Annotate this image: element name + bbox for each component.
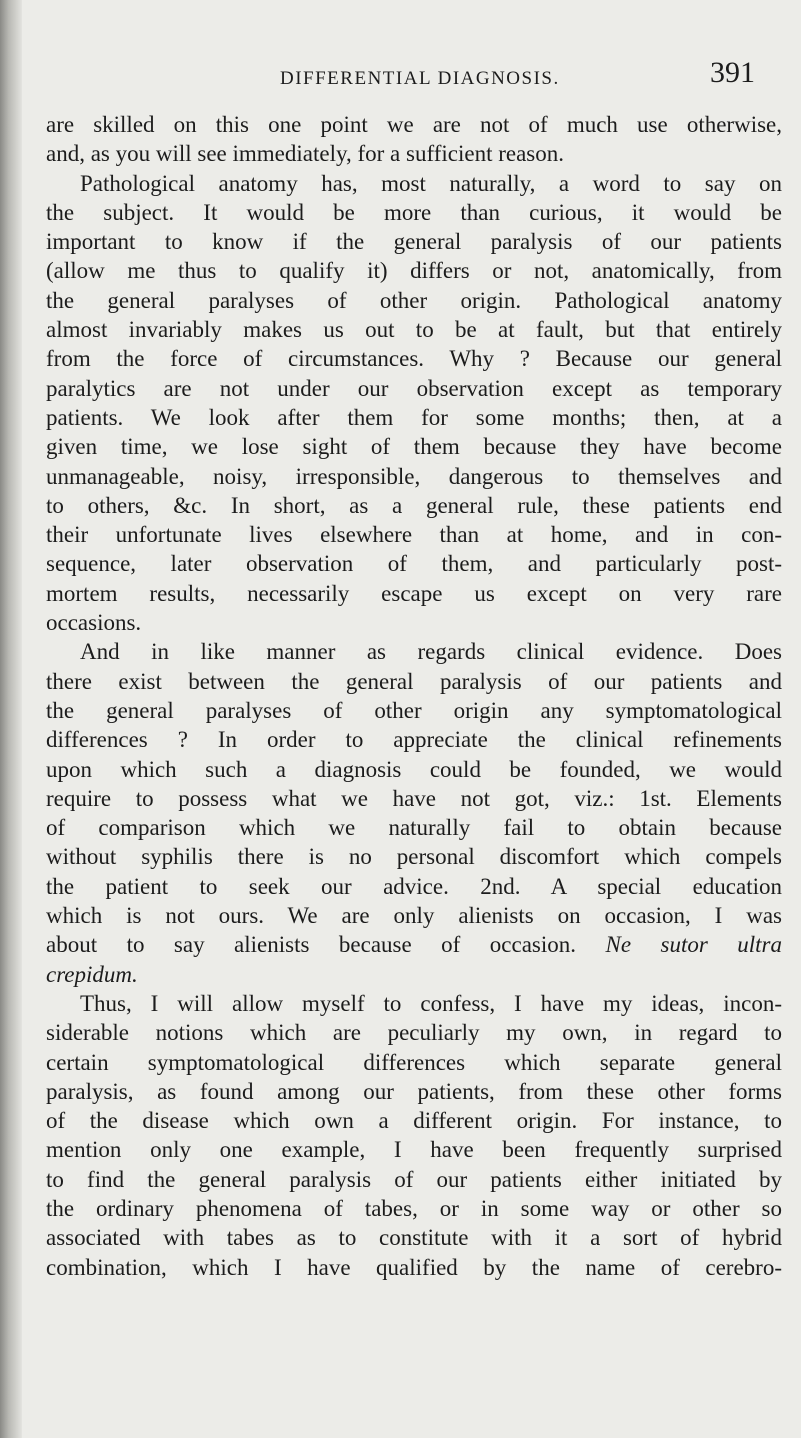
text-line: the subject. It would be more than curious, it would be <box>46 199 782 225</box>
text-line: patients. We look after them for some months; then, at a <box>46 404 782 430</box>
text-line: the general paralyses of other origin any symptomatological <box>46 697 782 723</box>
text-line: the patient to seek our advice. 2nd. A special education <box>46 873 782 899</box>
text-line: there exist between the general paralysis of our patients and <box>46 668 782 694</box>
paragraph-start: Pathological anatomy has, most naturally, a word to say on <box>80 170 782 196</box>
text-line: mention only one example, I have been frequently surprised <box>46 1137 782 1163</box>
book-page <box>18 0 801 1438</box>
text-line: to find the general paralysis of our patients either initiated by <box>46 1166 782 1192</box>
text-line: without syphilis there is no personal discomfort which compels <box>46 844 782 870</box>
text-line: associated with tabes as to constitute with it a sort of hybrid <box>46 1225 782 1251</box>
text-line: of comparison which we naturally fail to obtain because <box>46 815 782 841</box>
text-line: occasions. <box>46 610 142 636</box>
running-head: DIFFERENTIAL DIAGNOSIS. <box>280 68 560 89</box>
text-line: given time, we lose sight of them because they have become <box>46 434 782 460</box>
text-line: (allow me thus to qualify it) differs or not, anatomically, from <box>46 258 782 284</box>
text-line: and, as you will see immediately, for a sufficient reason. <box>46 141 564 167</box>
latin-phrase: Ne sutor ultra <box>605 932 783 958</box>
body-text <box>46 110 782 1282</box>
text-line: from the force of circumstances. Why ? Because our general <box>46 346 782 372</box>
text-line: siderable notions which are peculiarly my own, in regard to <box>46 1020 782 1046</box>
text-line: almost invariably makes us out to be at fault, but that entirely <box>46 317 782 343</box>
page-number: 391 <box>710 56 755 89</box>
text-line: unmanageable, noisy, irresponsible, dangerous to themselves and <box>46 463 782 489</box>
latin-phrase-end: crepidum. <box>46 961 138 987</box>
text-line-with-latin <box>46 930 782 959</box>
text-line: combination, which I have qualified by the name of cerebro- <box>46 1254 782 1280</box>
text-line: mortem results, necessarily escape us except on very rare <box>46 580 782 606</box>
text-line: certain symptomatological differences which separate general <box>46 1049 782 1075</box>
text-line: sequence, later observation of them, and particularly post- <box>46 551 782 577</box>
text-line: the general paralyses of other origin. Pathological anatomy <box>46 287 782 313</box>
text-line: differences ? In order to appreciate the clinical refinements <box>46 727 782 753</box>
text-line: paralytics are not under our observation except as temporary <box>46 375 782 401</box>
paragraph-start: And in like manner as regards clinical evidence. Does <box>80 639 782 665</box>
text-line: important to know if the general paralysis of our patients <box>46 229 782 255</box>
text-line: are skilled on this one point we are not of much use otherwise, <box>46 112 782 137</box>
text-span: about to say alienists because of occasion. <box>46 932 577 958</box>
text-line: of the disease which own a different origin. For instance, to <box>46 1108 782 1134</box>
text-line: their unfortunate lives elsewhere than at home, and in con- <box>46 522 782 548</box>
text-line: upon which such a diagnosis could be founded, we would <box>46 756 782 782</box>
text-line: require to possess what we have not got, viz.: 1st. Elements <box>46 785 782 811</box>
text-line: the ordinary phenomena of tabes, or in some way or other so <box>46 1195 782 1221</box>
text-line: to others, &c. In short, as a general rule, these patients end <box>46 492 782 518</box>
paragraph-start: Thus, I will allow myself to confess, I have my ideas, incon- <box>80 990 782 1016</box>
text-line: paralysis, as found among our patients, from these other forms <box>46 1078 782 1104</box>
text-line: which is not ours. We are only alienists on occasion, I was <box>46 903 782 929</box>
